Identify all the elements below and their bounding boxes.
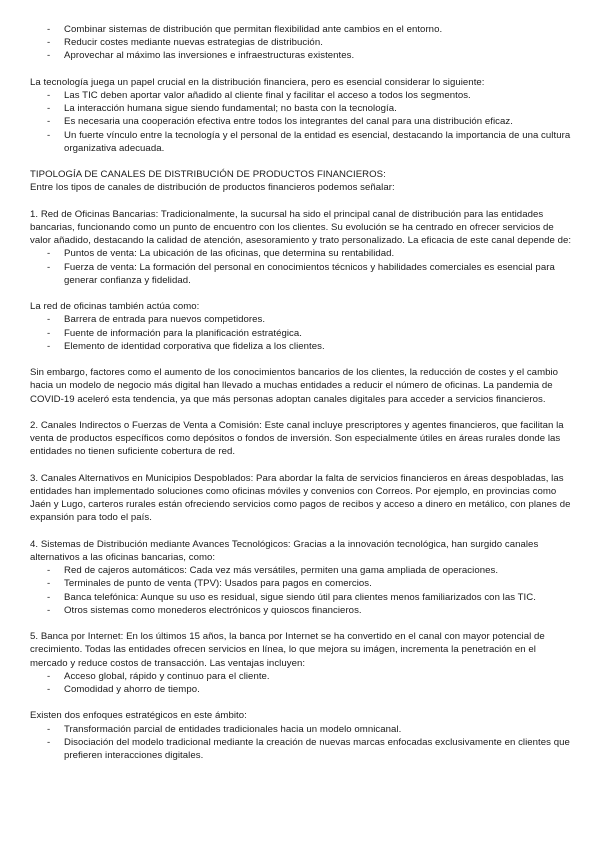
list-item: - Aprovechar al máximo las inversiones e infraestructuras existentes.: [30, 49, 575, 62]
tech-list: [30, 89, 575, 155]
offices-trend-paragraph: Sin embargo, factores como el aumento de los conocimientos bancarios de los clientes, la reducción de costes y el cambio hacia un modelo de negocio más digital han llevado a muchas entidades a reducir el número de oficinas. La pandemia de COVID-19 aceleró esta tendencia, ya que más personas adoptan canales digitales para acceder a servicios financieros.: [30, 367, 559, 405]
tech-systems-paragraph: 4. Sistemas de Distribución mediante Avances Tecnológicos: Gracias a la innovación tecnológica, han surgido canales alternativos a las oficinas bancarias, como:: [30, 538, 539, 563]
section-lead: Entre los tipos de canales de distribución de productos financieros podemos señalar:: [30, 182, 395, 194]
list-item: - Barrera de entrada para nuevos competidores.: [30, 313, 575, 326]
offices-paragraph: 1. Red de Oficinas Bancarias: Tradicionalmente, la sucursal ha sido el principal canal de distribución para las entidades bancarias, funcionando como un punto de encuentro con los clientes. Su evolución se ha centrado en ofrecer servicios de valor añadido, destacando la calidad de atención, asesoramiento y trato personalizado. La eficacia de este canal depende de:: [30, 208, 572, 247]
list-item: - La interacción humana sigue siendo fundamental; no basta con la tecnología.: [30, 102, 575, 115]
list-item: - Transformación parcial de entidades tradicionales hacia un modelo omnicanal.: [30, 723, 575, 736]
tech-systems-list: [30, 564, 575, 617]
list-item: - Otros sistemas como monederos electrónicos y quioscos financieros.: [30, 604, 575, 617]
internet-banking-list: [30, 670, 575, 696]
tech-lead-paragraph: La tecnología juega un papel crucial en la distribución financiera, pero es esencial considerar lo siguiente:: [30, 76, 485, 88]
list-item: - Es necesaria una cooperación efectiva entre todos los integrantes del canal para una distribución eficaz.: [30, 115, 575, 128]
list-item: - Acceso global, rápido y continuo para el cliente.: [30, 670, 575, 683]
intro-list: [30, 23, 575, 63]
list-item: - Comodidad y ahorro de tiempo.: [30, 683, 575, 696]
offices-list: [30, 247, 575, 287]
document-body: [30, 23, 575, 762]
list-item: - Un fuerte vínculo entre la tecnología y el personal de la entidad es esencial, destacando la importancia de una cultura organizativa adecuada.: [30, 129, 575, 155]
list-item: - Red de cajeros automáticos: Cada vez más versátiles, permiten una gama ampliada de operaciones.: [30, 564, 575, 577]
offices-role-list: [30, 313, 575, 353]
section-title: TIPOLOGÍA DE CANALES DE DISTRIBUCIÓN DE PRODUCTOS FINANCIEROS:: [30, 169, 386, 181]
list-item: - Las TIC deben aportar valor añadido al cliente final y facilitar el acceso a todos los segmentos.: [30, 89, 575, 102]
list-item: - Banca telefónica: Aunque su uso es residual, sigue siendo útil para clientes menos familiarizados con las TIC.: [30, 591, 575, 604]
list-item: - Combinar sistemas de distribución que permitan flexibilidad ante cambios en el entorno.: [30, 23, 575, 36]
list-item: - Reducir costes mediante nuevas estrategias de distribución.: [30, 36, 575, 49]
indirect-channels-paragraph: 2. Canales Indirectos o Fuerzas de Venta a Comisión: Este canal incluye prescriptores y agentes financieros, que facilitan la venta de productos específicos como depósitos o fondos de inversión. Son especialmente útiles en áreas rurales donde las entidades no tienen suficiente cobertura de red.: [30, 420, 564, 458]
internet-banking-paragraph: 5. Banca por Internet: En los últimos 15 años, la banca por Internet se ha convertido en el canal con mayor potencial de crecimiento. Todas las entidades ofrecen servicios en línea, lo que mejora su imágen, incrementa la penetración en el mercado y reduce costos de transacción. Las ventajas incluyen:: [30, 631, 545, 669]
list-item: - Elemento de identidad corporativa que fideliza a los clientes.: [30, 340, 575, 353]
list-item: - Terminales de punto de venta (TPV): Usados para pagos en comercios.: [30, 577, 575, 590]
offices-role-lead: La red de oficinas también actúa como:: [30, 301, 200, 313]
list-item: - Disociación del modelo tradicional mediante la creación de nuevas marcas enfocadas exclusivamente en clientes que prefieren interacciones digitales.: [30, 736, 575, 762]
list-item: - Puntos de venta: La ubicación de las oficinas, que determina su rentabilidad.: [30, 247, 575, 260]
rural-channels-paragraph: 3. Canales Alternativos en Municipios Despoblados: Para abordar la falta de servicios financieros en áreas despobladas, las entidades han implementado soluciones como oficinas móviles y convenios con Correos. Por ejemplo, en provincias como Jaén y Lugo, carteros rurales están ofreciendo servicios como pagos de recibos y acceso a dinero en metálico, con planes de expansión para todo el país.: [30, 472, 571, 524]
list-item: - Fuente de información para la planificación estratégica.: [30, 327, 575, 340]
strategies-list: [30, 723, 575, 763]
strategies-lead: Existen dos enfoques estratégicos en este ámbito:: [30, 710, 247, 722]
list-item: - Fuerza de venta: La formación del personal en conocimientos técnicos y habilidades comerciales es esencial para generar confianza y fidelidad.: [30, 261, 575, 287]
